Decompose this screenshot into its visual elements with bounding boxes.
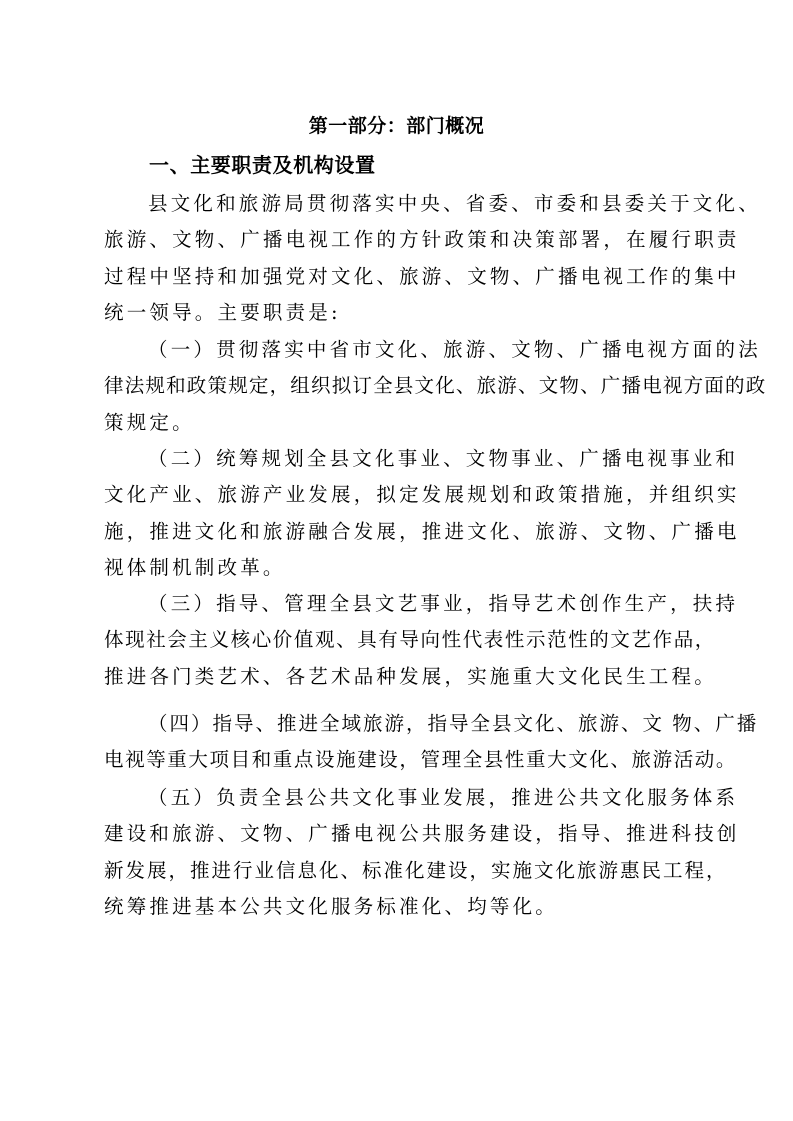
text-line: （四）指导、推进全域旅游，指导全县文化、旅游、文 物、广播 [148, 712, 759, 735]
text-line: 文化产业、旅游产业发展，拟定发展规划和政策措施，并组织实 [104, 483, 740, 507]
text-line: 电视等重大项目和重点设施建设，管理全县性重大文化、旅游活动。 [104, 748, 738, 772]
duty-item-4 [104, 706, 759, 779]
text-line: 施，推进文化和旅游融合发展，推进文化、旅游、文物、广播电 [104, 519, 740, 543]
duty-item-5 [104, 780, 740, 926]
duty-item-1 [104, 332, 767, 441]
text-line: 视体制机制改革。 [104, 556, 286, 580]
text-line: 统筹推进基本公共文化服务标准化、均等化。 [104, 895, 559, 919]
text-line: 建设和旅游、文物、广播电视公共服务建设，指导、推进科技创 [104, 822, 740, 846]
part-title: 第一部分：部门概况 [308, 115, 485, 137]
text-line: 律法规和政策规定，组织拟订全县文化、旅游、文物、广播电视方面的政 [104, 374, 767, 398]
section-heading: 一、主要职责及机构设置 [149, 153, 376, 177]
text-line: 新发展，推进行业信息化、标准化建设，实施文化旅游惠民工程， [104, 858, 728, 882]
text-line: 过程中坚持和加强党对文化、旅游、文物、广播电视工作的集中 [104, 264, 740, 288]
text-line: （三）指导、管理全县文艺事业，指导艺术创作生产，扶持 [148, 592, 739, 615]
duty-item-3 [104, 586, 739, 695]
text-line: 旅游、文物、广播电视工作的方针政策和决策部署，在履行职责 [104, 228, 740, 252]
text-line: 体现社会主义核心价值观、具有导向性代表性示范性的文艺作品， [104, 628, 716, 652]
text-line: 推进各门类艺术、各艺术品种发展，实施重大文化民生工程。 [104, 664, 717, 688]
text-line: （一）贯彻落实中省市文化、旅游、文物、广播电视方面的法 [148, 338, 761, 361]
text-line: （二）统筹规划全县文化事业、文物事业、广播电视事业和 [148, 447, 739, 470]
text-line: 策规定。 [104, 410, 195, 434]
text-line: 县文化和旅游局贯彻落实中央、省委、市委和县委关于文化、 [148, 192, 761, 215]
text-line: 统一领导。主要职责是: [104, 301, 341, 325]
intro-paragraph [104, 186, 761, 332]
text-line: （五）负责全县公共文化事业发展，推进公共文化服务体系 [148, 786, 739, 809]
duty-item-2 [104, 441, 740, 587]
